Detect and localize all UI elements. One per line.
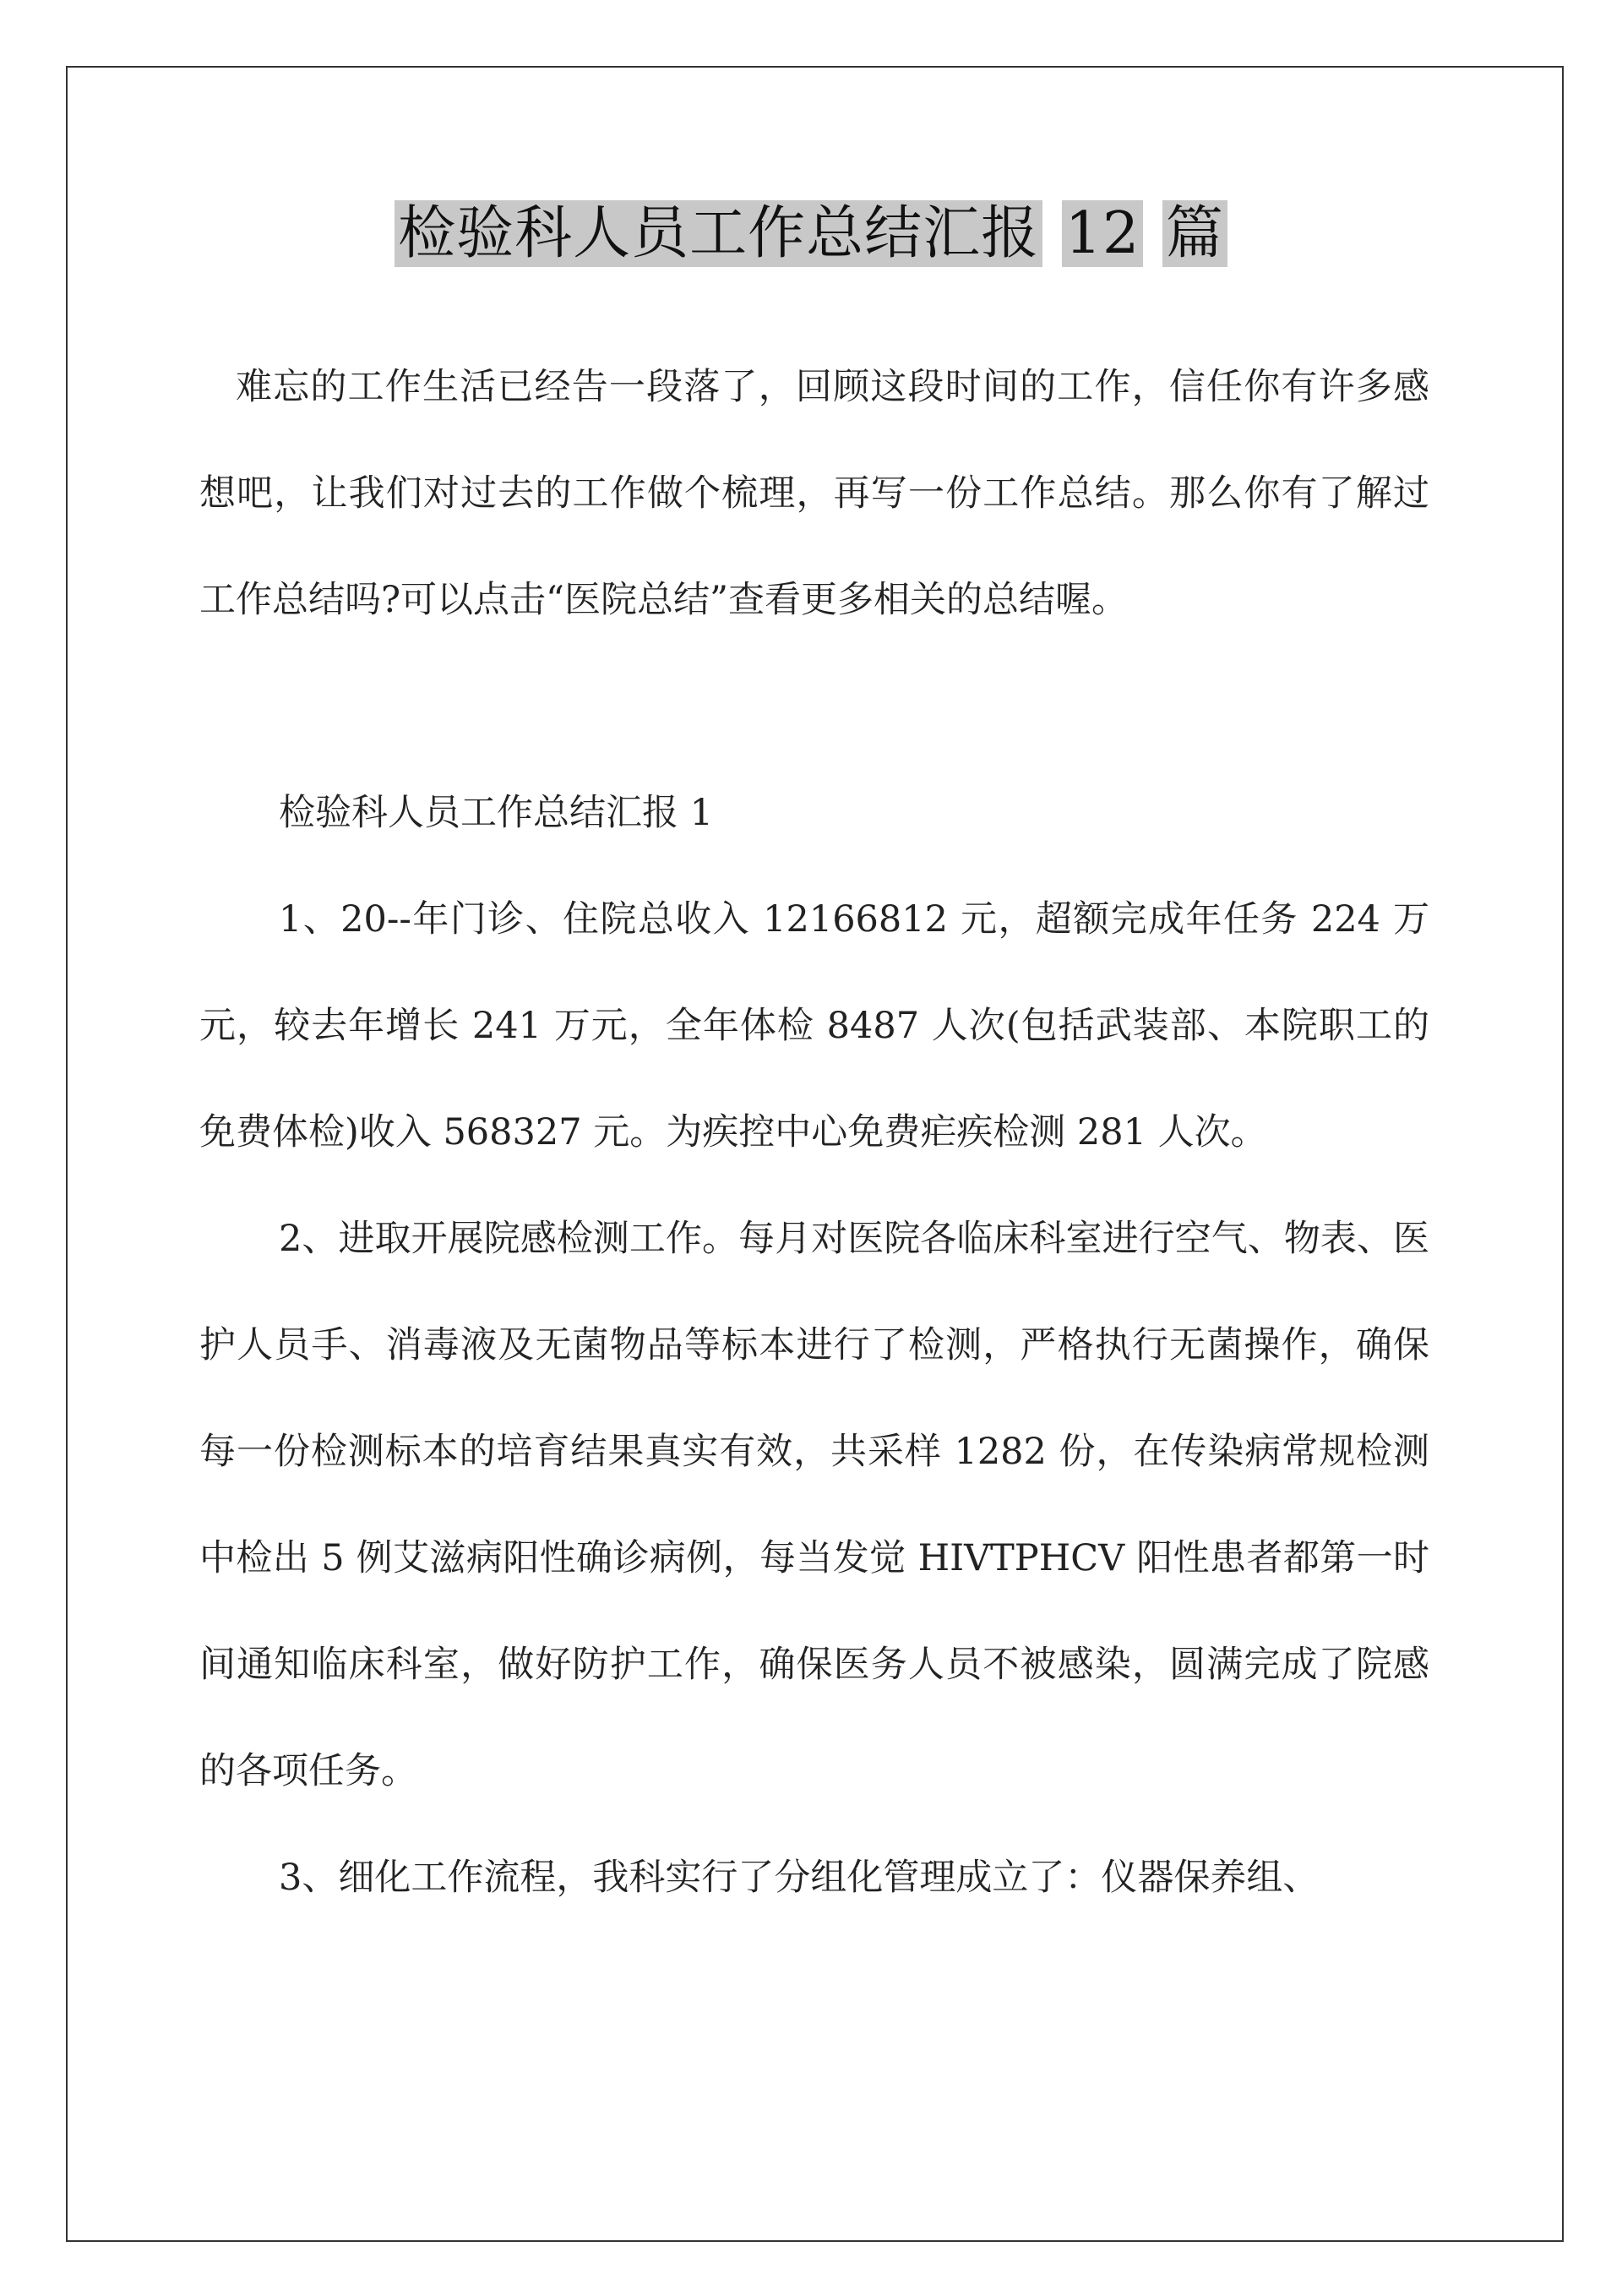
body-paragraph-3: 3、细化工作流程，我科实行了分组化管理成立了：仪器保养组、 [279, 1857, 1320, 1899]
document-body [199, 334, 1429, 1931]
section-heading: 检验科人员工作总结汇报 1 [279, 792, 714, 834]
intro-paragraph: 难忘的工作生活已经告一段落了，回顾这段时间的工作，信任你有许多感想吧，让我们对过去的工作做个梳理，再写一份工作总结。那么你有了解过工作总结吗?可以点击“医院总结”查看更多相关的总结喔。 [199, 366, 1429, 621]
title-suffix: 篇 [1162, 200, 1227, 267]
document-title [395, 196, 1227, 272]
body-paragraph-2: 2、进取开展院感检测工作。每月对医院各临床科室进行空气、物表、医护人员手、消毒液及无菌物品等标本进行了检测，严格执行无菌操作，确保每一份检测标本的培育结果真实有效，共采样 1282 份，在传染病常规检测中检出 5 例艾滋病阳性确诊病例，每当发觉 HIVTPHCV 阳性患者都第一时间通知临床科室，做好防护工作，确保医务人员不被感染，圆满完成了院感的各项任务。 [199, 1218, 1429, 1792]
body-paragraph-1: 1、20--年门诊、住院总收入 12166812 元，超额完成年任务 224 万元，较去年增长 241 万元，全年体检 8487 人次(包括武装部、本院职工的免费体检)收入 568327 元。为疾控中心免费疟疾检测 281 人次。 [199, 898, 1429, 1153]
title-main-text: 检验科人员工作总结汇报 [395, 200, 1042, 267]
title-container [0, 196, 1622, 272]
title-number: 12 [1062, 200, 1144, 267]
